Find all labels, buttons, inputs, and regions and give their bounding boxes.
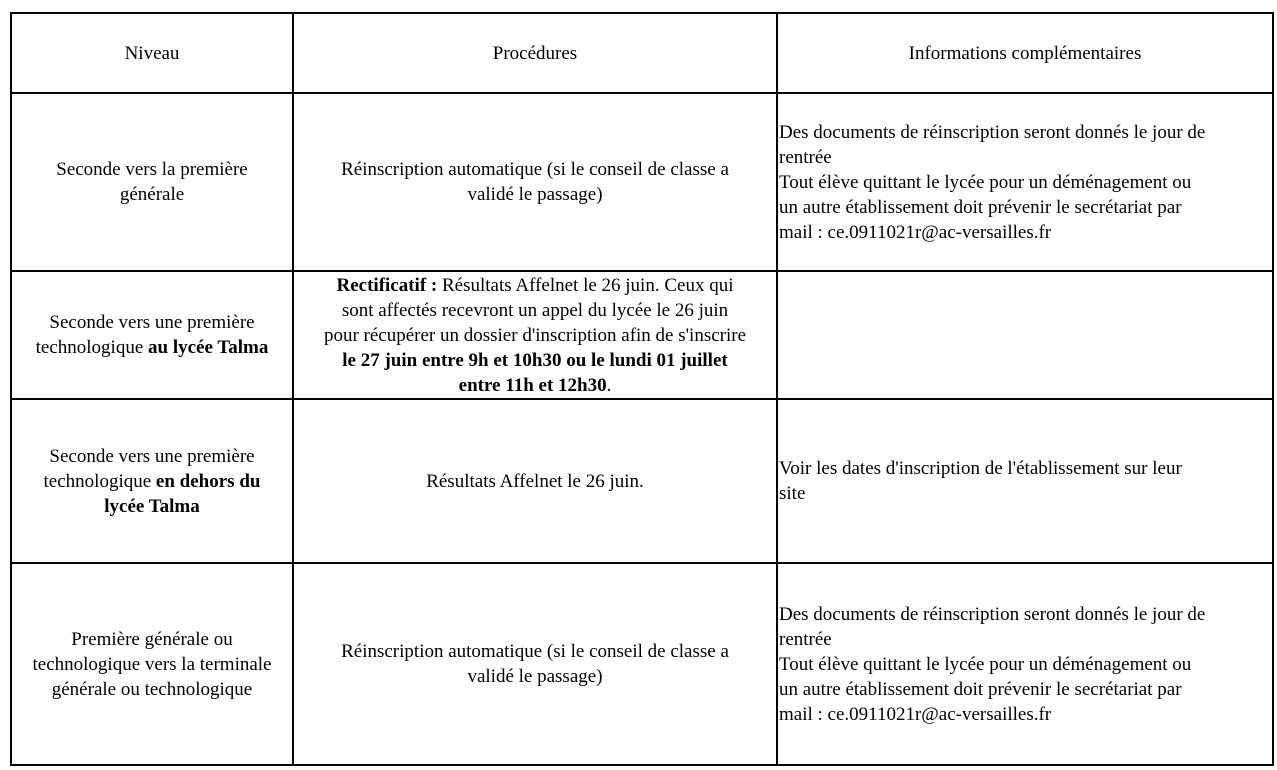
informations-cell bbox=[777, 93, 1273, 271]
cell-text: . bbox=[606, 374, 612, 396]
cell-line: rentrée bbox=[779, 628, 832, 650]
cell-line: Réinscription automatique (si le conseil de classe a bbox=[341, 159, 729, 180]
cell-line: site bbox=[779, 483, 806, 504]
informations-cell bbox=[777, 399, 1273, 563]
niveau-cell bbox=[11, 399, 293, 563]
header-niveau: Niveau bbox=[11, 13, 293, 93]
niveau-cell bbox=[11, 271, 293, 399]
email-text: mail : ce.0911021r@ac-versailles.fr bbox=[779, 703, 1052, 725]
header-row bbox=[11, 13, 1273, 93]
cell-line: générale bbox=[119, 184, 185, 205]
cell-line: Des documents de réinscription seront donnés le jour de bbox=[779, 121, 1206, 143]
cell-line: un autre établissement doit prévenir le secrétariat par bbox=[779, 678, 1182, 700]
email-text: mail : ce.0911021r@ac-versailles.fr bbox=[779, 221, 1052, 243]
cell-line: validé le passage) bbox=[467, 666, 603, 687]
cell-line: Voir les dates d'inscription de l'établissement sur leur bbox=[779, 458, 1182, 479]
table-row bbox=[11, 93, 1273, 271]
cell-line: technologique vers la terminale bbox=[32, 653, 272, 675]
header-informations: Informations complémentaires bbox=[777, 13, 1273, 93]
cell-line bbox=[12, 469, 292, 494]
cell-line: générale ou technologique bbox=[51, 678, 253, 700]
table-row bbox=[11, 271, 1273, 399]
cell-line bbox=[294, 273, 776, 298]
cell-text: Résultats Affelnet le 26 juin. Ceux qui bbox=[437, 274, 734, 296]
cell-line: pour récupérer un dossier d'inscription afin de s'inscrire bbox=[323, 324, 747, 346]
procedures-cell: Résultats Affelnet le 26 juin. bbox=[293, 399, 777, 563]
procedures-cell bbox=[293, 93, 777, 271]
cell-line: Seconde vers la première bbox=[56, 159, 248, 180]
cell-line bbox=[12, 335, 292, 360]
cell-line: validé le passage) bbox=[467, 184, 603, 205]
cell-line: Première générale ou bbox=[71, 628, 233, 650]
procedures-cell bbox=[293, 563, 777, 765]
niveau-cell bbox=[11, 93, 293, 271]
bold-text: en dehors du bbox=[155, 470, 261, 492]
cell-line: Réinscription automatique (si le conseil de classe a bbox=[341, 641, 729, 662]
cell-text: technologique bbox=[35, 337, 149, 358]
table-row bbox=[11, 399, 1273, 563]
header-procedures: Procédures bbox=[293, 13, 777, 93]
bold-text: au lycée Talma bbox=[148, 337, 269, 358]
cell-text: technologique bbox=[43, 470, 156, 492]
procedures-cell bbox=[293, 271, 777, 399]
cell-line: Seconde vers une première bbox=[49, 445, 255, 467]
cell-line: un autre établissement doit prévenir le secrétariat par bbox=[779, 196, 1182, 218]
informations-cell bbox=[777, 271, 1273, 399]
table-row bbox=[11, 563, 1273, 765]
cell-line: Seconde vers une première bbox=[49, 312, 255, 333]
informations-cell bbox=[777, 563, 1273, 765]
cell-line: lycée Talma bbox=[104, 495, 200, 517]
rectificatif-label: Rectificatif : bbox=[336, 274, 438, 296]
cell-line: le 27 juin entre 9h et 10h30 ou le lundi 01 juillet bbox=[342, 349, 728, 371]
cell-line: sont affectés recevront un appel du lycée le 26 juin bbox=[341, 299, 729, 321]
bold-text: entre 11h et 12h30 bbox=[458, 374, 607, 396]
cell-line: Tout élève quittant le lycée pour un déménagement ou bbox=[779, 171, 1192, 193]
cell-line: Des documents de réinscription seront donnés le jour de bbox=[779, 603, 1206, 625]
cell-line: Tout élève quittant le lycée pour un déménagement ou bbox=[779, 653, 1192, 675]
cell-line: rentrée bbox=[779, 146, 832, 168]
niveau-cell bbox=[11, 563, 293, 765]
cell-line bbox=[294, 373, 776, 398]
inscription-table bbox=[10, 12, 1274, 766]
